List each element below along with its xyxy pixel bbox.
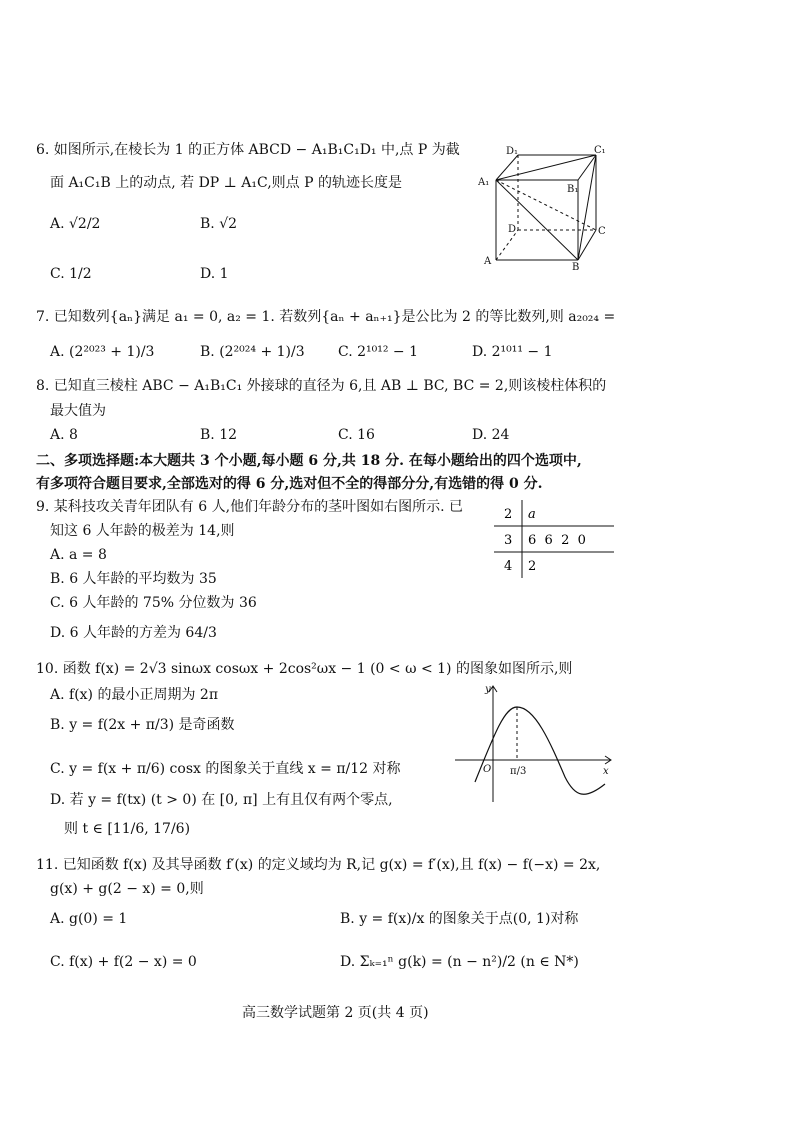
q6-option-a: A. √2/2 <box>50 216 101 232</box>
q10-option-d1: D. 若 y = f(tx) (t > 0) 在 [0, π] 上有且仅有两个零点, <box>50 792 393 808</box>
q6-option-b: B. √2 <box>200 216 238 232</box>
section2-line2: 有多项符合题目要求,全部选对的得 6 分,选对但不全的得部分分,有选错的得 0 分. <box>36 476 543 492</box>
leaf-row-0: a <box>528 507 536 522</box>
sine-graph <box>455 682 615 807</box>
q7-line1: 7. 已知数列{aₙ}满足 a₁ = 0, a₂ = 1. 若数列{aₙ + aₙ₊₁}是公比为 2 的等比数列,则 a₂₀₂₄ = <box>36 309 616 325</box>
origin-label: O <box>483 764 492 775</box>
q9-option-a: A. a = 8 <box>50 547 107 563</box>
q11-option-d: D. Σₖ₌₁ⁿ g(k) = (n − n²)/2 (n ∈ N*) <box>340 954 579 970</box>
q9-option-b: B. 6 人年龄的平均数为 35 <box>50 571 217 587</box>
q7-option-d: D. 2¹⁰¹¹ − 1 <box>472 344 553 360</box>
q9-line2: 知这 6 人年龄的极差为 14,则 <box>50 523 235 539</box>
q8-option-d: D. 24 <box>472 427 510 443</box>
q11-option-c: C. f(x) + f(2 − x) = 0 <box>50 954 197 970</box>
label-c1: C₁ <box>594 145 606 156</box>
stem-row-1: 3 <box>504 533 513 548</box>
label-a: A <box>484 256 492 267</box>
q7-option-b: B. (2²⁰²⁴ + 1)/3 <box>200 344 305 360</box>
label-d1: D₁ <box>506 146 519 157</box>
q6-option-d: D. 1 <box>200 266 229 282</box>
q7-option-c: C. 2¹⁰¹² − 1 <box>338 344 419 360</box>
label-b: B <box>572 262 580 270</box>
pi-third-label: π/3 <box>510 766 527 777</box>
q8-line1: 8. 已知直三棱柱 ABC − A₁B₁C₁ 外接球的直径为 6,且 AB ⊥ BC, BC = 2,则该棱柱体积的 <box>36 378 607 394</box>
q9-option-c: C. 6 人年龄的 75% 分位数为 36 <box>50 595 257 611</box>
q11-line2: g(x) + g(2 − x) = 0,则 <box>50 881 204 897</box>
q10-option-a: A. f(x) 的最小正周期为 2π <box>50 687 219 703</box>
q6-line2: 面 A₁C₁B 上的动点, 若 DP ⊥ A₁C,则点 P 的轨迹长度是 <box>50 175 403 191</box>
axis-x-label: x <box>603 766 609 777</box>
q8-option-c: C. 16 <box>338 427 375 443</box>
q11-option-a: A. g(0) = 1 <box>50 911 128 927</box>
q11-option-b: B. y = f(x)/x 的图象关于点(0, 1)对称 <box>340 911 579 927</box>
cube-figure <box>478 140 608 270</box>
q8-option-a: A. 8 <box>50 427 78 443</box>
q6-option-c: C. 1/2 <box>50 266 92 282</box>
axis-y-label: y <box>485 684 491 695</box>
q10-option-d2: 则 t ∈ [11/6, 17/6) <box>64 821 191 837</box>
q9-line1: 9. 某科技攻关青年团队有 6 人,他们年龄分布的茎叶图如右图所示. 已 <box>36 499 463 515</box>
q8-option-b: B. 12 <box>200 427 238 443</box>
q9-option-d: D. 6 人年龄的方差为 64/3 <box>50 625 217 641</box>
q11-line1: 11. 已知函数 f(x) 及其导函数 f′(x) 的定义域均为 R,记 g(x) = f′(x),且 f(x) − f(−x) = 2x, <box>36 857 601 873</box>
leaf-row-1: 6 6 2 0 <box>528 533 586 548</box>
label-d: D <box>508 224 517 235</box>
leaf-row-2: 2 <box>528 559 537 574</box>
q8-line2: 最大值为 <box>50 403 106 419</box>
stem-row-2: 4 <box>504 559 513 574</box>
section2-line1: 二、多项选择题:本大题共 3 个小题,每小题 6 分,共 18 分. 在每小题给出的四个选项中, <box>36 453 582 469</box>
stem-row-0: 2 <box>504 507 513 522</box>
q10-line1: 10. 函数 f(x) = 2√3 sinωx cosωx + 2cos²ωx − 1 (0 < ω < 1) 的图象如图所示,则 <box>36 661 573 677</box>
page-footer: 高三数学试题第 2 页(共 4 页) <box>242 1005 429 1021</box>
q10-option-c: C. y = f(x + π/6) cosx 的图象关于直线 x = π/12 对称 <box>50 761 401 777</box>
q6-line1: 6. 如图所示,在棱长为 1 的正方体 ABCD − A₁B₁C₁D₁ 中,点 P 为截 <box>36 142 460 158</box>
q10-option-b: B. y = f(2x + π/3) 是奇函数 <box>50 717 235 733</box>
stem-leaf-plot <box>494 500 614 583</box>
label-b1: B₁ <box>567 184 579 195</box>
label-a1: A₁ <box>478 177 490 188</box>
label-c: C <box>598 226 606 237</box>
q7-option-a: A. (2²⁰²³ + 1)/3 <box>50 344 155 360</box>
